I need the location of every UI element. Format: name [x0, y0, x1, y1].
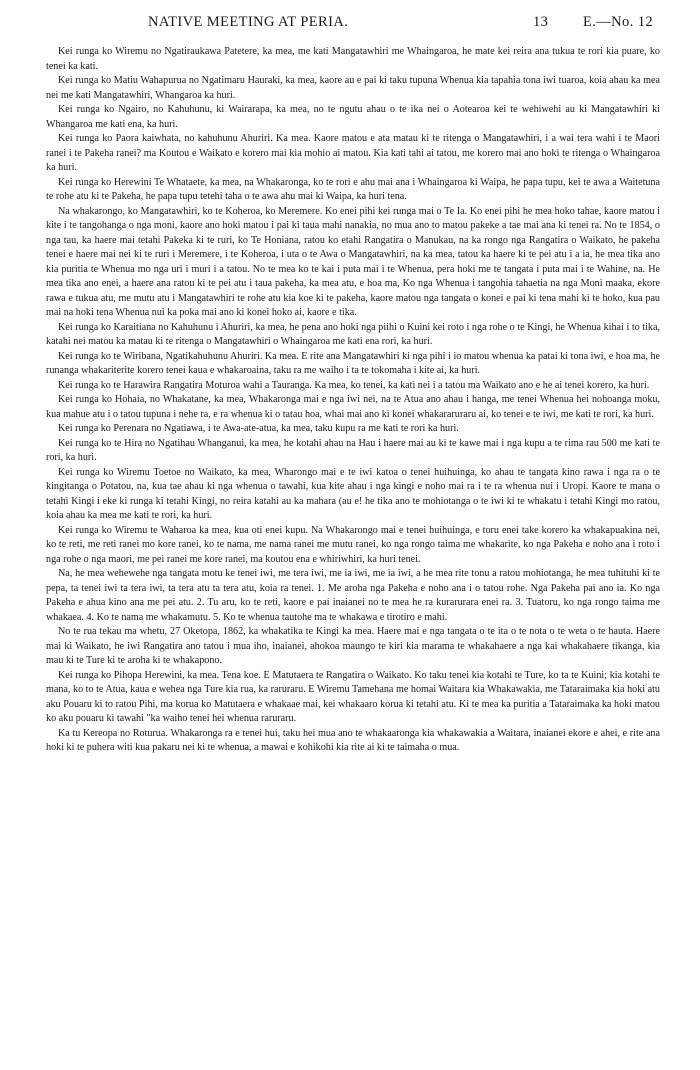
- document-reference: E.—No. 12: [583, 14, 654, 30]
- paragraph-wiremu-toetoe: Kei runga ko Wiremu Toetoe no Waikato, ka mea, Wharongo mai e te iwi katoa o tenei huihuinga, ko ahau te tangata kino rawa i nga ra o te kingitanga o Potatou, na, kua tae ahau ki nga whenua o tawahi, kua kite ahau i nga kingi e noho mai ra i te ra whenua nui i Uropi. Kaore te mana o tetahi Kingi i eke ki runga ki tetahi Kingi, no reira katahi au ka mahara (au e! he tika ano te mohiotanga o te iwi ki te whakatu i tetahi Kingi mo ratou, koia ahau ka mea me kati te rori, ka huri.: [46, 466, 660, 521]
- paragraph-te-hira: Kei runga ko te Hira no Ngatihau Whanganui, ka mea, he kotahi ahau na Hau i haere mai au ki te kawe mai i nga kupu a te rima rau 500 me kati te rori, ka huri.: [46, 437, 660, 463]
- paragraph-ngairo: Kei runga ko Ngairo, no Kahuhunu, ki Wairarapa, ka mea, no te ngutu ahau o te ika nei o Aotearoa kei te wehiwehi au ki Mangatawhiri ki Whangaroa me kati ena, ka huri.: [46, 104, 660, 130]
- paragraph-na-whakarongo: Na whakarongo, ko Mangatawhiri, ko te Koheroa, ko Meremere. Ko enei pihi kei runga mai o Te Ia. Ko enei pihi he mea hoko tahae, kaore matou i kite i te tangohanga o nga moni, kaore ano hoki matou i pai ki taua mahi nanakia, no mua ano to matou pakeke a tae mai ana ki tenei ra. No te 1854, o nga tau, ka haere mai tetahi Pakeka ki te ruri, ko Te Honiana, ratou ko etahi Rangatira o Manukau, na ka rongo nga Rangatira o Waikato, he pakeha tenei e haere mai nei ki te ruri i Meremere, i te Koheroa, i uta o te Awa o Mangatawhiri, na ka mea, tatou ka haere ki te pei atu i a ia, he mea tika ano kia puritia te Whenua mo nga uri i muri i a tatou. No te mea ko te kai i puta mai i te Whenua, pera hoki me te tangata i puta mai i te Wahine, na. He mea tika ano enei, a haere ana ratou ki te pei atu i taua pakeha, ka mea atu, e hoa ma, Ko nga Whenua i tangohia tahaetia na nga Moni maaka, ekore rawa e tukua atu, me mutu atu i Mangatawhiri te rohe atu kia koe ki te pakeha, kaore matou nga tangata o konei e pai ki tena mahi ki te hoko, kua pau mai na hoki tena Whenua nui ka poka mai ano ki konei hoko ai, kaore e tika.: [46, 205, 660, 318]
- paragraph-king-address: No te rua tekau ma whetu, 27 Oketopa, 1862, ka whakatika te Kingi ka mea. Haere mai e nga tangata o te ita o te nota o te weta o te hauta. Haere mai ki Waikato, he iwi Rangatira ano tatou i mua iho, inaianei, ahokoa maungo te kiri kia marama te whakahaere a nga kai whakahaere tikanga, kia mau ki te Ture ki te aroha ki te whakapono.: [46, 626, 660, 666]
- paragraph-karaitiana: Kei runga ko Karaitiana no Kahuhunu i Ahuriri, ka mea, he pena ano hoki nga piihi o Kuini kei roto i nga rohe o te Kingi, he Whenua kihai i to tika, katahi nei matou ka matau ki te ritenga o Mangatawhiri o Whaingaroa me kati ena rori, ka huri.: [46, 321, 660, 347]
- paragraph-matiu-wahapurua: Kei runga ko Matiu Wahapurua no Ngatimaru Hauraki, ka mea, kaore au e pai ki taku tupuna Whenua kia tapahia tona iwi tuaroa, koia ahau ka mea nei me kati Mangatawhiri, Whangaroa ka huri.: [46, 75, 660, 101]
- paragraph-hohaia: Kei runga ko Hohaia, no Whakatane, ka mea, Whakaronga mai e nga iwi nei, na te Atua ano ahau i hanga, me tenei Whenua hei nohoanga moku, kua mahue atu i o tatou tupuna i nehe ra, e ra whenua ki o tatau hoa, whai mai ano ki konei whakararuraru ai, ko tenei e te iwi, me kati te rori, ka huri.: [46, 394, 660, 420]
- running-title: NATIVE MEETING AT PERIA.: [148, 14, 349, 30]
- paragraph-kereopa: Ka tu Kereopa no Roturua. Whakaronga ra e tenei hui, taku hei mua ano te whakaaronga kia whakawakia a Waitara, inaianei ekore e ahei, e rite ana hoki ki te puhera witi kua pakaru nei ki te whenua, a mawai e kohikohi kia rite ai ki te taimaha o mua.: [46, 727, 660, 753]
- paragraph-resolutions: Na, he mea wehewehe nga tangata motu ke tenei iwi, me tera iwi, me ia iwi, me ia iwi, a he mea rite tonu a ratou mohiotanga, he mea tuhituhi ki te pepa, ta tenei iwi ta tera iwi, ta tera atu ta tera atu, koia ra tenei. 1. Me aroha nga Pakeha e noho ana i o tatou rohe. Nga Pakeha pai ano ia. Ko nga Pakeha e ahua kino ana me pei atu. 2. Tu aru, ko te reti, kaore e pai inaianei no te mea he ra kurarurara enei ra. 3. Tuatoru, ko nga rongo taima me whakaea. 4. Ko te nama me whakamutu. 5. Ko te whenua tautohe ma te whakawa e tirotiro e mahi.: [46, 568, 660, 623]
- paragraph-pihopa-herewini: Kei runga ko Pihopa Herewini, ka mea. Tena koe. E Matutaera te Rangatira o Waikato. Ko taku tenei kia kotahi te Ture, ko ta te Kuini; kia kotahi te mana, ko to te Atua, kaua e wehea nga Ture kia rua, ka raruraru. E Wiremu Tamehana me homai Waitara kia Whakawakia, me Tataraimaka kia hoki atu aku Pouaru ki to ratou Pihi, ma korua ko Matutaera e whakaae mai, kei whakaaro korua ki tetahi atu. Ki te mea ka puritia a Tataraimaka ka hoki matou ko aku pouaru ki tawahi "ka waiho tenei hei whenua raruraru.: [46, 669, 660, 724]
- page-header: [46, 8, 660, 38]
- paragraph-perenara: Kei runga ko Perenara no Ngatiawa, i te Awa-ate-atua, ka mea, taku kupu ra me kati te rori ka huri.: [58, 423, 459, 434]
- paragraph-herewini-te-whataete: Kei runga ko Herewini Te Whataete, ka mea, na Whakaronga, ko te rori e ahu mai ana i Whaingaroa ki Waipa, he papa tupu, kei te awa a Waitetuna te rohe atu ki te Pakeha, he papa tupu tetehi taha o te awa ahu mai ki Waipa, ka huri tena.: [46, 176, 660, 202]
- paragraph-wiribana: Kei runga ko te Wiribana, Ngatikahuhunu Ahuriri. Ka mea. E rite ana Mangatawhiri ki nga pihi i io matou whenua ka patai ki tona iwi, e hoa ma, he runanga whakariterite korero tenei kaua e whakaroaina, taku ra me waiho i ta te tokomaha i kite ai, ka huri.: [46, 350, 660, 376]
- paragraph-paora-kaiwhata: Kei runga ko Paora kaiwhata, no kahuhunu Ahuriri. Ka mea. Kaore matou e ata matau ki te ritenga o Mangatawhiri, i a wai tera wahi i te Maori ranei i te Pakeha ranei? ma Koutou e Waikato e korero mai kia mohio ai matou. Kia kati tahi ai tatou, me korero mai ano hoki te ritenga o Whaingaroa ka huri.: [46, 133, 660, 173]
- body-text: [46, 45, 660, 756]
- paragraph-wiremu-ngatiraukawa: Kei runga ko Wiremu no Ngatiraukawa Patetere, ka mea, me kati Mangatawhiri me Whaingaroa, he mate kei reira ana tukua te rori kia puare, ko tenei ka kati.: [46, 46, 660, 72]
- page-number: 13: [533, 14, 549, 30]
- paragraph-harawira: Kei runga ko te Harawira Rangatira Moturoa wahi a Tauranga. Ka mea, ko tenei, ka kati nei i a tatou ma Waikato ano e he ai tenei korero, ka huri.: [58, 379, 650, 391]
- paragraph-wiremu-te-waharoa: Kei runga ko Wiremu te Waharoa ka mea, kua oti enei kupu. Na Whakarongo mai e tenei huihuinga, e toru enei take korero ka whakapuakina nei, ko te reti, me reti ranei mo kore ranei, ko te nama, me nama ranei me mutu ranei, ko nga rongo taima me whakarite, ko nga Pakeha e noho ana i roto i nga rohe o nga maori, me pei ranei me kore ranei, ma koutou ena e whiriwhiri, ka huri tenei.: [46, 524, 660, 565]
